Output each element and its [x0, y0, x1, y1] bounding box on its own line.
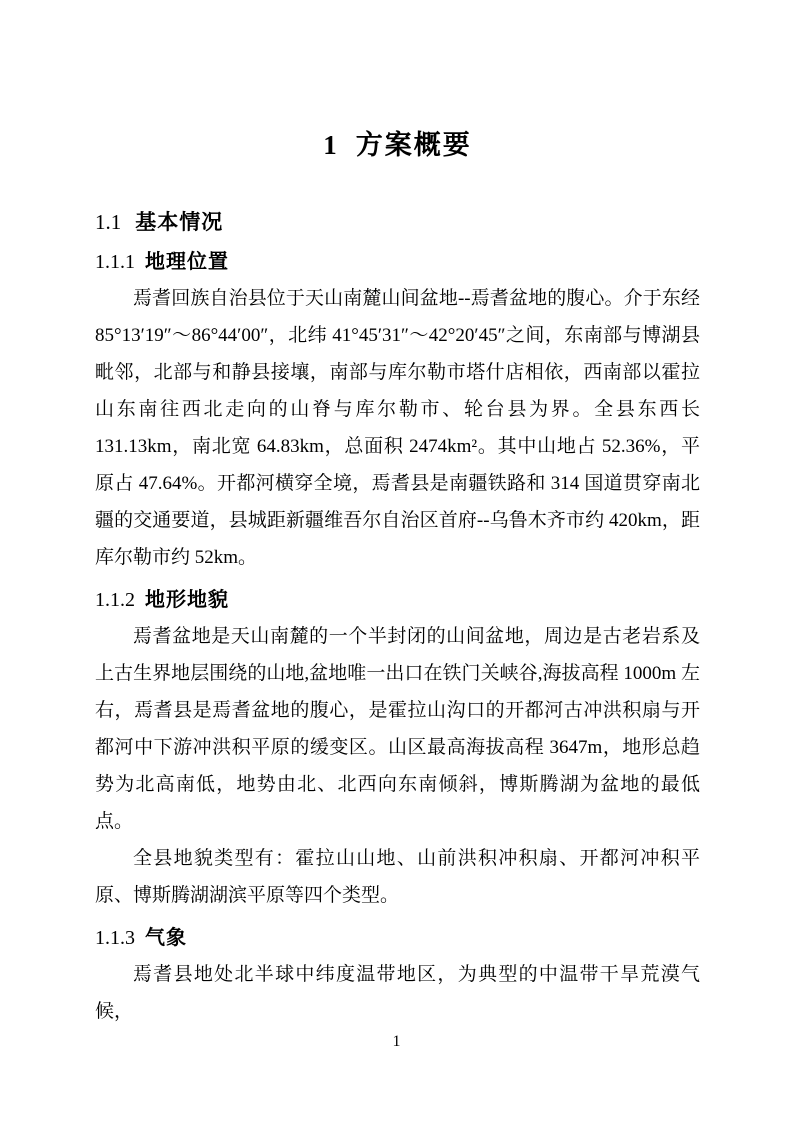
chapter-number: 1 [323, 130, 338, 160]
subsection-heading-1-1-1 [95, 248, 700, 276]
paragraph-climate: 焉耆县地处北半球中纬度温带地区，为典型的中温带干旱荒漠气候， [95, 964, 700, 1022]
subsection-heading-1-1-3 [95, 924, 700, 952]
subsection-number: 1.1.3 [95, 927, 135, 949]
subsection-number: 1.1.1 [95, 251, 135, 273]
subsection-title-text: 地形地貌 [145, 589, 229, 611]
subsection-number: 1.1.2 [95, 589, 135, 611]
paragraph-geography: 焉耆回族自治县位于天山南麓山间盆地--焉耆盆地的腹心。介于东经 85°13′19″～86°44′00″，北纬 41°45′31″～42°20′45″之间，东南部与博湖县毗邻，北部与和静县接壤，南部与库尔勒市塔什店相依，西南部以霍拉山东南往西北走向的山脊与库尔勒市、轮台县为界。全县东西长 131.13km，南北宽 64.83km，总面积 2474km²。其中山地占 52.36%，平原占 47.64%。开都河横穿全境，焉耆县是南疆铁路和 314 国道贯穿南北疆的交通要道，县城距新疆维吾尔自治区首府--乌鲁木齐市约 420km，距库尔勒市约 52km。 [95, 288, 700, 568]
chapter-heading [95, 125, 700, 165]
page-number: 1 [392, 1033, 401, 1050]
chapter-title-text: 方案概要 [355, 130, 472, 160]
subsection-title-text: 地理位置 [145, 251, 229, 273]
section-title-text: 基本情况 [135, 211, 224, 234]
section-heading-1-1 [95, 207, 700, 238]
subsection-title-text: 气象 [145, 927, 187, 949]
paragraph-terrain-2: 全县地貌类型有：霍拉山山地、山前洪积冲积扇、开都河冲积平原、博斯腾湖湖滨平原等四个类型。 [95, 848, 700, 906]
paragraph-terrain-1: 焉耆盆地是天山南麓的一个半封闭的山间盆地，周边是古老岩系及上古生界地层围绕的山地,盆地唯一出口在铁门关峡谷,海拔高程 1000m 左右，焉耆县是焉耆盆地的腹心，是霍拉山沟口的开都河古冲洪积扇与开都河中下游冲洪积平原的缓变区。山区最高海拔高程 3647m，地形总趋势为北高南低，地势由北、北西向东南倾斜，博斯腾湖为盆地的最低点。 [95, 626, 700, 832]
section-number: 1.1 [95, 210, 122, 234]
subsection-heading-1-1-2 [95, 586, 700, 614]
